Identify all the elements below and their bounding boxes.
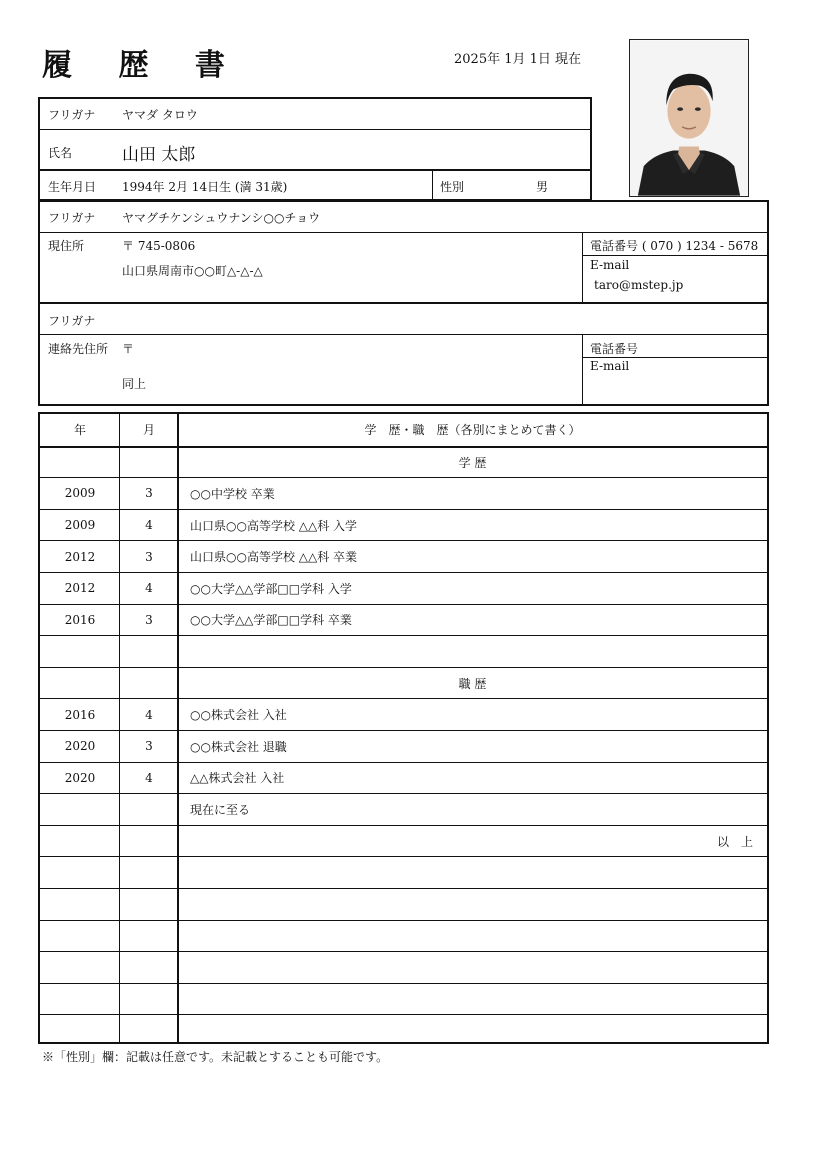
- table-row: [40, 983, 767, 1015]
- row-description: [178, 857, 767, 888]
- row-description: 山口県○○高等学校 △△科 入学: [190, 518, 358, 533]
- row-year: [40, 636, 120, 667]
- row-description: ○○中学校 卒業: [190, 486, 275, 501]
- table-row: [40, 635, 767, 667]
- row-month: [120, 448, 178, 478]
- col-desc-header: 学 歴・職 歴（各別にまとめて書く）: [364, 423, 581, 438]
- row-year: 2009: [64, 486, 96, 501]
- table-row: [40, 604, 767, 636]
- row-month: [120, 889, 178, 920]
- row-description: [178, 921, 767, 952]
- row-description: ○○大学△△学部□□学科 入学: [190, 581, 352, 596]
- table-row: [40, 540, 767, 572]
- row-year: 2012: [64, 549, 96, 564]
- table-row: [40, 446, 767, 478]
- table-row: [40, 762, 767, 794]
- col-year-header: 年: [73, 423, 86, 438]
- table-row: [40, 825, 767, 857]
- address-email: taro@mstep.jp: [594, 278, 684, 292]
- row-month: [120, 668, 178, 699]
- row-description: [178, 636, 767, 667]
- row-year: [40, 984, 120, 1015]
- contact-phone-label: 電話番号: [590, 342, 639, 356]
- name-value: 山田 太郎: [122, 145, 196, 165]
- row-month: 4: [145, 518, 153, 533]
- history-header-row: [40, 414, 767, 446]
- history-table: [38, 412, 769, 1044]
- address-postal: 〒 745-0806: [122, 239, 196, 253]
- row-year: [40, 826, 120, 857]
- row-month: [120, 826, 178, 857]
- row-description: 現在に至る: [190, 802, 251, 817]
- person-photo-icon: [630, 40, 748, 196]
- row-year: [40, 857, 120, 888]
- row-description: ○○株式会社 退職: [190, 739, 287, 754]
- id-photo: [629, 39, 749, 197]
- address-label: 現住所: [48, 239, 85, 253]
- table-row: [40, 793, 767, 825]
- row-year: [40, 889, 120, 920]
- gender-value: 男: [536, 180, 549, 194]
- address-phone: 電話番号 ( 070 ) 1234 - 5678: [590, 239, 759, 253]
- birth-value: 1994年 2月 14日生 (満 31歳): [122, 180, 288, 194]
- row-year: [40, 952, 120, 983]
- furigana-value: ヤマダ タロウ: [122, 108, 198, 122]
- row-description: ○○株式会社 入社: [190, 708, 287, 723]
- row-description: 学 歴: [458, 455, 487, 470]
- row-year: [40, 921, 120, 952]
- row-year: 2016: [64, 707, 96, 722]
- birth-label: 生年月日: [48, 180, 97, 194]
- table-row: [40, 856, 767, 888]
- table-row: [40, 477, 767, 509]
- row-description: △△株式会社 入社: [190, 771, 285, 786]
- table-row: [40, 920, 767, 952]
- table-row: [40, 951, 767, 983]
- gender-label: 性別: [440, 180, 465, 194]
- table-row: [40, 667, 767, 699]
- row-month: [120, 984, 178, 1015]
- row-description: [178, 952, 767, 983]
- row-month: 4: [145, 707, 153, 722]
- row-month: [120, 952, 178, 983]
- table-row: [40, 698, 767, 730]
- contact-furigana-label: フリガナ: [48, 314, 96, 328]
- contact-postal: 〒: [122, 342, 135, 356]
- page-title: 履 歴 書: [42, 48, 243, 83]
- row-month: [120, 857, 178, 888]
- furigana-label: フリガナ: [48, 108, 96, 122]
- table-row: [40, 888, 767, 920]
- address-line: 山口県周南市○○町△-△-△: [122, 264, 263, 278]
- row-description: 山口県○○高等学校 △△科 卒業: [190, 550, 358, 565]
- name-label: 氏名: [48, 146, 73, 160]
- row-year: 2009: [64, 518, 96, 533]
- footnote: ※「性別」欄：記載は任意です。未記載とすることも可能です。: [42, 1050, 389, 1064]
- row-year: 2020: [64, 770, 96, 785]
- row-description: 職 歴: [458, 676, 487, 691]
- row-month: [120, 921, 178, 952]
- table-row: [40, 572, 767, 604]
- row-year: [40, 448, 120, 478]
- col-month-header: 月: [142, 423, 155, 438]
- row-month: 3: [145, 549, 153, 564]
- row-month: [120, 636, 178, 667]
- contact-line: 同上: [122, 377, 147, 391]
- row-description: [178, 1015, 767, 1046]
- row-month: 4: [145, 770, 153, 785]
- row-month: 3: [145, 612, 153, 627]
- row-year: 2016: [64, 612, 96, 627]
- row-month: 4: [145, 581, 153, 596]
- contact-email-label: E-mail: [590, 359, 630, 373]
- row-month: [120, 794, 178, 825]
- row-year: [40, 794, 120, 825]
- row-description: [178, 889, 767, 920]
- address-email-label: E-mail: [590, 258, 630, 272]
- table-row: [40, 730, 767, 762]
- row-description: 以 上: [716, 834, 753, 849]
- address-furigana-label: フリガナ: [48, 211, 96, 225]
- table-row: [40, 1014, 767, 1046]
- row-description: ○○大学△△学部□□学科 卒業: [190, 613, 352, 628]
- address-furigana-value: ヤマグチケンシュウナンシ○○チョウ: [122, 211, 321, 225]
- row-year: 2020: [64, 739, 96, 754]
- row-year: [40, 1015, 120, 1046]
- row-year: 2012: [64, 581, 96, 596]
- row-description: [178, 984, 767, 1015]
- row-month: 3: [145, 486, 153, 501]
- row-year: [40, 668, 120, 699]
- table-row: [40, 509, 767, 541]
- row-month: [120, 1015, 178, 1046]
- contact-label: 連絡先住所: [48, 342, 109, 356]
- issue-date: 2025年 1月 1日 現在: [454, 52, 582, 67]
- row-month: 3: [145, 739, 153, 754]
- contact-box: [38, 302, 769, 406]
